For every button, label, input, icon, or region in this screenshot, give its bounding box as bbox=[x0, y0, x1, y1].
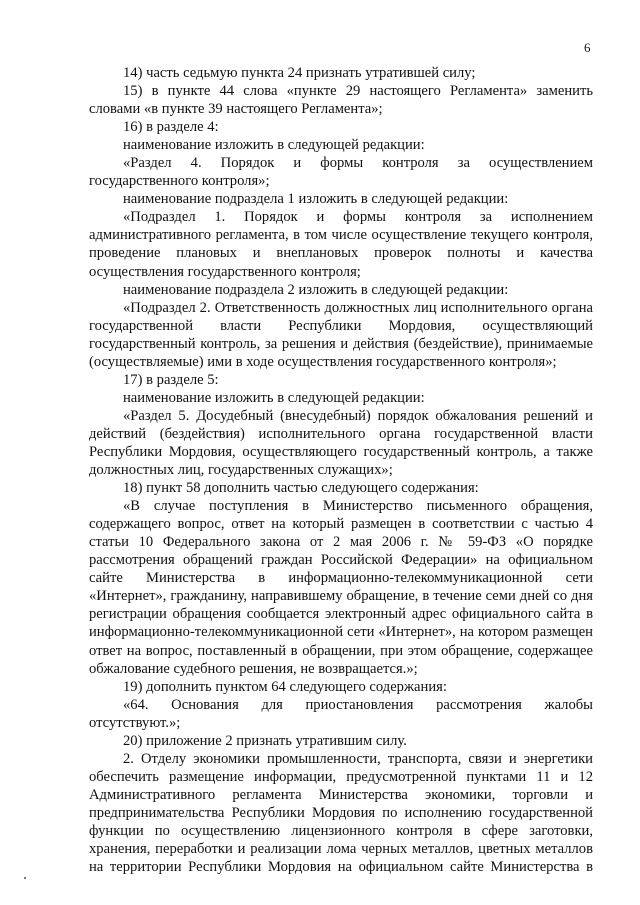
paragraph-item-64-text: «64. Основания для приостановления рассмотрения жалобы отсутствуют.»; bbox=[89, 696, 593, 731]
paragraph-subsection1-intro: наименование подраздела 1 изложить в следующей редакции: bbox=[123, 191, 509, 208]
paragraph-section5-name: «Раздел 5. Досудебный (внесудебный) порядок обжалования решений и действий (бездействия) исполнительного органа государственной власти Республики Мордовия, осуществляющего государственный контроль, а также должностных лиц, государственных служащих»; bbox=[89, 407, 593, 479]
paragraph-item-20: 20) приложение 2 признать утратившим силу. bbox=[123, 732, 407, 749]
paragraph-subsection2-name: «Подраздел 2. Ответственность должностных лиц исполнительного органа государственной власти Республики Мордовия, осуществляющий государственный контроль, за решения и действия (бездействие), принимаемые (осуществляемые) ими в ходе осуществления государственного контроля»; bbox=[89, 299, 593, 370]
paragraph-item-14: 14) часть седьмую пункта 24 признать утратившей силу; bbox=[123, 65, 476, 81]
paragraph-item-58-addition: «В случае поступления в Министерство письменного обращения, содержащего вопрос, ответ на который размещен в соответствии с частью 4 статьи 10 Федерального закона от 2 мая 2006 г. № 59-ФЗ «О порядке рассмотрения обращений граждан Российской Федерации» на официальном сайте Министерства в информационно-телекоммуникационной сети «Интернет», гражданину, направившему обращение, в течение семи дней со дня регистрации обращения сообщается электронный адрес официального сайта в информационно-телекоммуникационной сети «Интернет», на котором размещен ответ на вопрос, поставленный в обращении, при этом обращение, содержащее обжалование судебного решения, не возвращается.»; bbox=[89, 498, 593, 677]
paragraph-section4-name-intro: наименование изложить в следующей редакции: bbox=[123, 137, 425, 154]
paragraph-section5-name-intro: наименование изложить в следующей редакции: bbox=[123, 389, 425, 406]
paragraph-item-15: 15) в пункте 44 слова «пункте 29 настоящего Регламента» заменить словами «в пункте 39 настоящего Регламента»; bbox=[89, 83, 593, 118]
paragraph-item-18: 18) пункт 58 дополнить частью следующего содержания: bbox=[123, 480, 479, 497]
paragraph-item-19: 19) дополнить пунктом 64 следующего содержания: bbox=[123, 678, 447, 695]
document-body bbox=[89, 64, 593, 876]
paragraph-item-17: 17) в разделе 5: bbox=[123, 371, 219, 388]
scan-speck bbox=[24, 877, 26, 879]
paragraph-item-16: 16) в разделе 4: bbox=[123, 119, 219, 136]
paragraph-subsection1-name: «Подраздел 1. Порядок и формы контроля за исполнением административного регламента, в том числе осуществление текущего контроля, проведение плановых и внеплановых проверок полноты и качества осуществления государственного контроля; bbox=[89, 209, 593, 280]
paragraph-clause-2: 2. Отделу экономики промышленности, транспорта, связи и энергетики обеспечить размещение информации, предусмотренной пунктами 11 и 12 Административного регламента Министерства экономики, торговли и предпринимательства Республики Мордовия по исполнению государственной функции по осуществлению лицензионного контроля в сфере заготовки, хранения, переработки и реализации лома черных металлов, цветных металлов на территории Республики Мордовия на официальном сайте Министерства в bbox=[89, 750, 593, 876]
paragraph-subsection2-intro: наименование подраздела 2 изложить в следующей редакции: bbox=[123, 281, 509, 298]
page-number: 6 bbox=[584, 40, 591, 55]
paragraph-section4-name: «Раздел 4. Порядок и формы контроля за осуществлением государственного контроля»; bbox=[89, 155, 593, 190]
